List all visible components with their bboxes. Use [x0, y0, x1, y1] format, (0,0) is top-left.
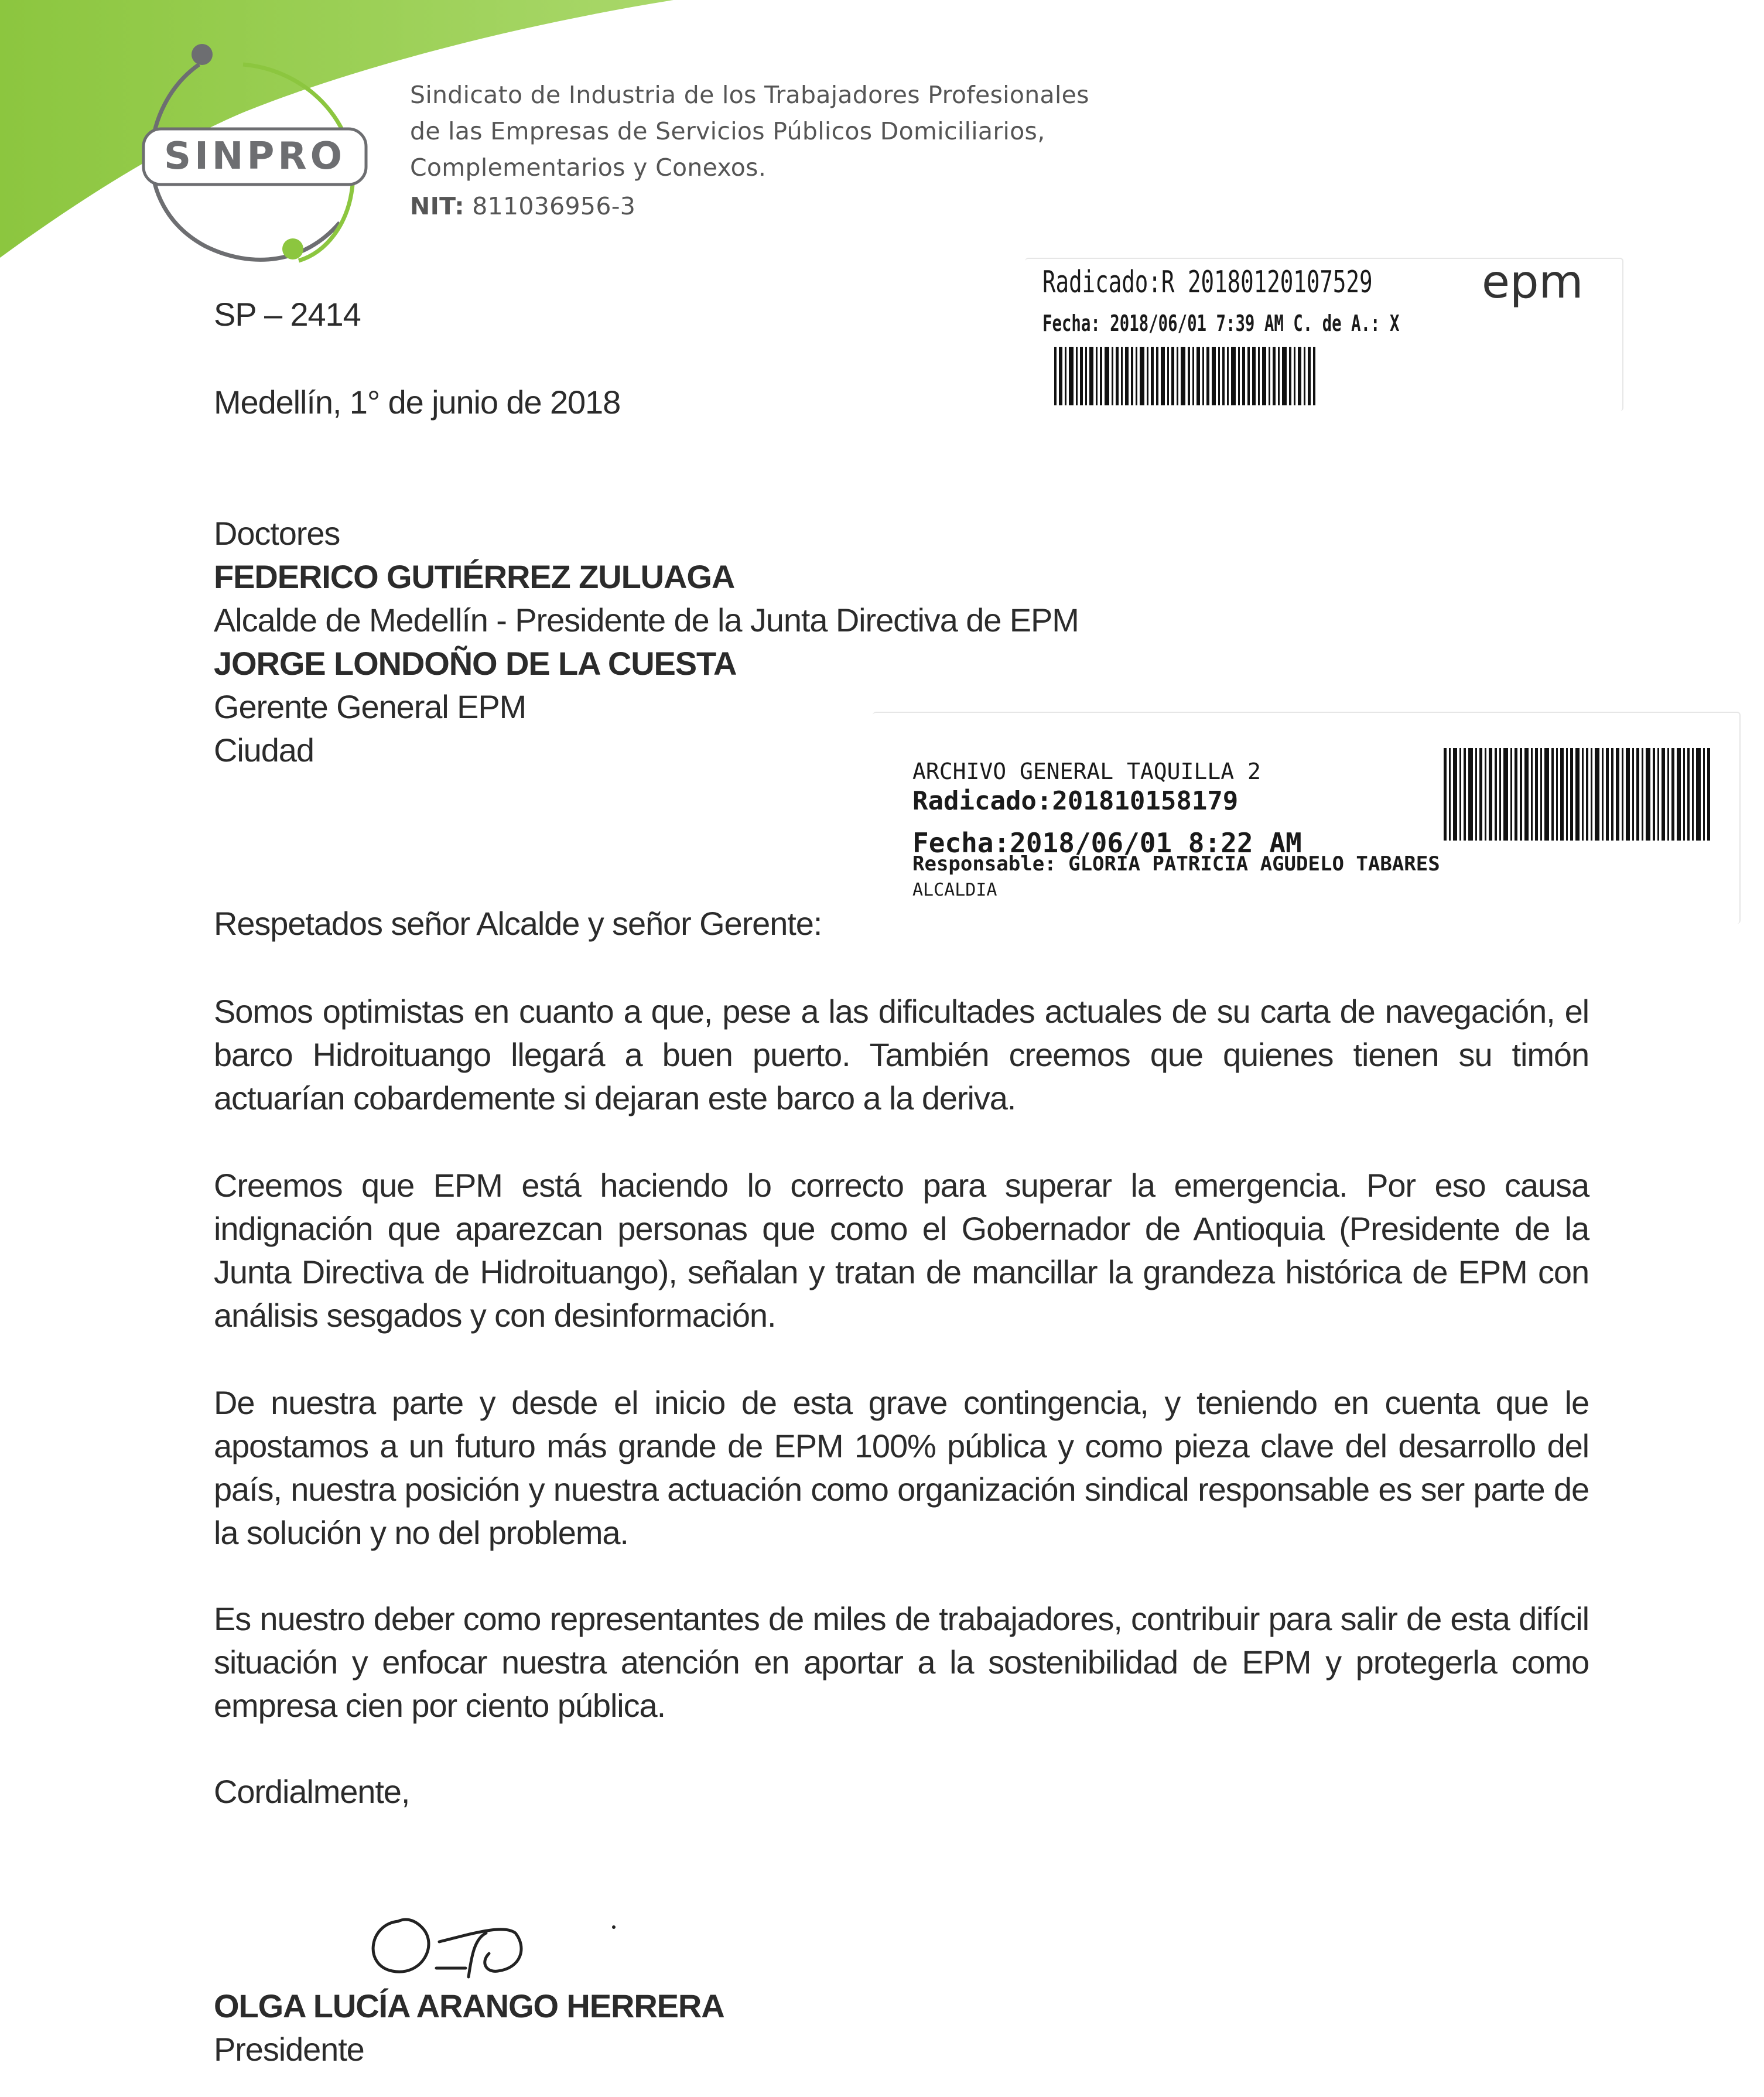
- recipient-city: Ciudad: [214, 732, 314, 769]
- epm-fecha: Fecha: 2018/06/01 7:39 AM C. de A.: X: [1042, 310, 1400, 336]
- alcaldia-radicado: Radicado:201810158179: [912, 786, 1239, 816]
- nit-value: 811036956-3: [472, 192, 636, 220]
- body-paragraph-4: Es nuestro deber como representantes de miles de trabajadores, contribuir para salir de esta difícil situación y enfocar nuestra atención en aportar a la sostenibilidad de EPM y protegerla como empresa cien por ciento pública.: [214, 1600, 1589, 1724]
- recipient-name-2: JORGE LONDOÑO DE LA CUESTA: [214, 645, 737, 682]
- recipients-title: Doctores: [214, 515, 340, 552]
- alcaldia-dependencia: ALCALDIA: [912, 880, 997, 900]
- recipient-role-2: Gerente General EPM: [214, 688, 527, 725]
- org-name-line-1: Sindicato de Industria de los Trabajadores Profesionales: [410, 81, 1089, 109]
- greeting: Respetados señor Alcalde y señor Gerente:: [214, 905, 822, 942]
- signer-title: Presidente: [214, 2031, 364, 2068]
- handwritten-signature: [351, 1898, 633, 1997]
- epm-radicado: Radicado:R 20180120107529: [1042, 265, 1373, 300]
- alcaldia-archive-line: ARCHIVO GENERAL TAQUILLA 2: [912, 759, 1261, 784]
- alcaldia-responsable: Responsable: GLORIA PATRICIA AGUDELO TABARES: [912, 852, 1440, 876]
- epm-logo: epm: [1482, 256, 1584, 309]
- alcaldia-reception-stamp: [873, 712, 1741, 924]
- epm-barcode: [1054, 347, 1318, 405]
- closing: Cordialmente,: [214, 1773, 410, 1810]
- sinpro-logo: [117, 29, 387, 275]
- epm-reception-stamp: [1025, 258, 1623, 411]
- logo-wordmark: SINPRO: [163, 135, 346, 178]
- recipient-name-1: FEDERICO GUTIÉRREZ ZULUAGA: [214, 558, 735, 595]
- body-paragraph-2: Creemos que EPM está haciendo lo correcto para superar la emergencia. Por eso causa indignación que aparezcan personas que como el Gobernador de Antioquia (Presidente de la Junta Directiva de Hidroituango), señalan y tratan de mancillar la grandeza histórica de EPM con análisis sesgados y con desinformación.: [214, 1167, 1589, 1334]
- org-nit: [410, 192, 635, 220]
- nit-label: NIT:: [410, 192, 464, 220]
- alcaldia-barcode: [1444, 748, 1710, 841]
- org-name-line-3: Complementarios y Conexos.: [410, 153, 767, 182]
- body-paragraph-3: De nuestra parte y desde el inicio de esta grave contingencia, y teniendo en cuenta que le apostamos a un futuro más grande de EPM 100% pública y como pieza clave del desarrollo del país, nuestra posición y nuestra actuación como organización sindical responsable es ser parte de la solución y no del problema.: [214, 1384, 1589, 1551]
- org-name-line-2: de las Empresas de Servicios Públicos Domiciliarios,: [410, 117, 1045, 145]
- recipient-role-1: Alcalde de Medellín - Presidente de la Junta Directiva de EPM: [214, 602, 1079, 638]
- alcaldia-fecha: Fecha:2018/06/01 8:22 AM: [912, 827, 1302, 859]
- place-date: Medellín, 1° de junio de 2018: [214, 384, 621, 421]
- reference-number: SP – 2414: [214, 296, 361, 333]
- signer-name: OLGA LUCÍA ARANGO HERRERA: [214, 1987, 724, 2024]
- body-paragraph-1: Somos optimistas en cuanto a que, pese a las dificultades actuales de su carta de navegación, el barco Hidroituango llegará a buen puerto. También creemos que quienes tienen su timón actuarían cobardemente si dejaran este barco a la deriva.: [214, 993, 1589, 1116]
